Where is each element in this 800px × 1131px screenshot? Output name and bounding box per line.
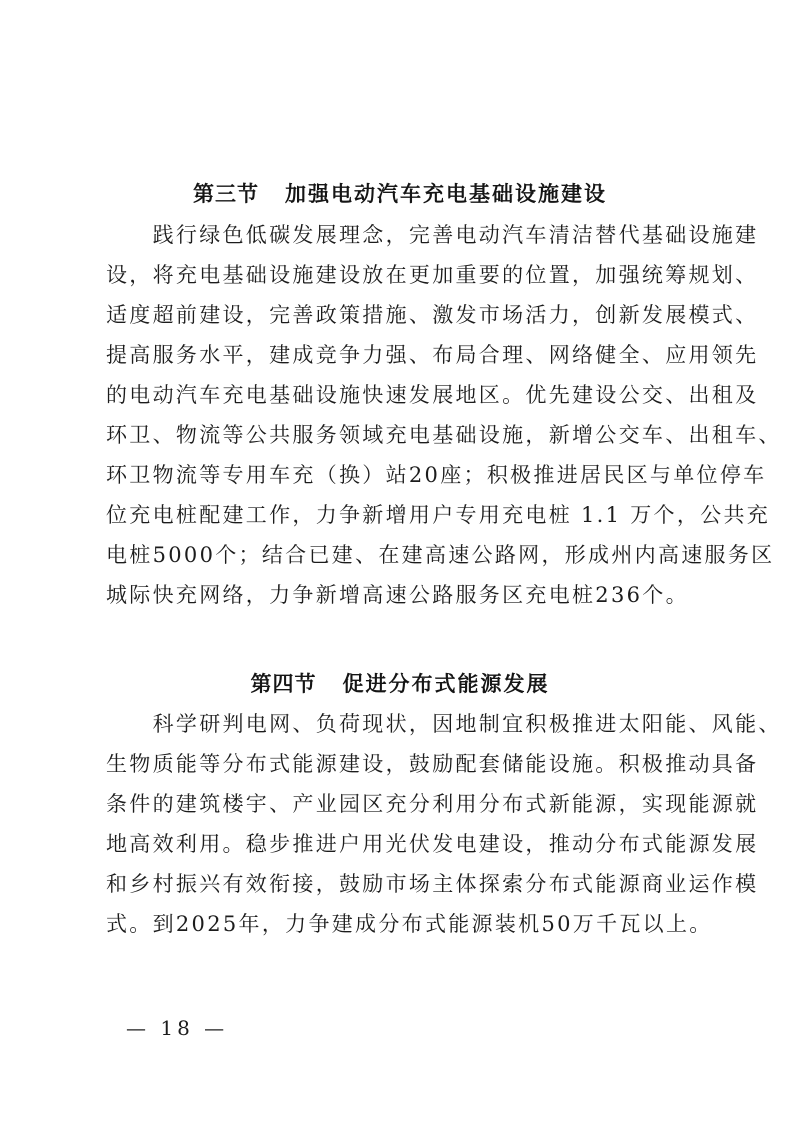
text-line: 位充电桩配建工作，力争新增用户专用充电桩 1.1 万个，公共充 bbox=[106, 503, 771, 527]
text-line: 式。到2025年，力争建成分布式能源装机50万千瓦以上。 bbox=[106, 912, 713, 936]
section-4-paragraph bbox=[106, 704, 782, 944]
text-line: 电桩5000个；结合已建、在建高速公路网，形成州内高速服务区 bbox=[106, 543, 775, 567]
page-number: — 18 — bbox=[126, 1016, 229, 1040]
text-line: 环卫物流等专用车充（换）站20座；积极推进居民区与单位停车 bbox=[106, 463, 767, 487]
section-title: 加强电动汽车充电基础设施建设 bbox=[285, 182, 607, 206]
text-line: 和乡村振兴有效衔接，鼓励市场主体探索分布式能源商业运作模 bbox=[106, 872, 759, 896]
text-line: 适度超前建设，完善政策措施、激发市场活力，创新发展模式、 bbox=[106, 303, 759, 327]
section-heading-3 bbox=[0, 178, 800, 208]
section-3-paragraph bbox=[106, 215, 782, 615]
text-line: 设，将充电基础设施建设放在更加重要的位置，加强统筹规划、 bbox=[106, 263, 759, 287]
text-line: 生物质能等分布式能源建设，鼓励配套储能设施。积极推动具备 bbox=[106, 752, 759, 776]
section-title: 促进分布式能源发展 bbox=[342, 672, 550, 696]
text-line: 提高服务水平，建成竞争力强、布局合理、网络健全、应用领先 bbox=[106, 343, 759, 367]
text-line: 科学研判电网、负荷现状，因地制宜积极推进太阳能、风能、 bbox=[106, 712, 782, 736]
text-line: 环卫、物流等公共服务领域充电基础设施，新增公交车、出租车、 bbox=[106, 423, 782, 447]
text-line: 的电动汽车充电基础设施快速发展地区。优先建设公交、出租及 bbox=[106, 383, 759, 407]
section-number: 第四节 bbox=[250, 672, 317, 696]
text-line: 地高效利用。稳步推进户用光伏发电建设，推动分布式能源发展 bbox=[106, 832, 759, 856]
section-heading-4 bbox=[0, 668, 800, 698]
text-line: 条件的建筑楼宇、产业园区充分利用分布式新能源，实现能源就 bbox=[106, 792, 759, 816]
text-line: 城际快充网络，力争新增高速公路服务区充电桩236个。 bbox=[106, 583, 689, 607]
text-line: 践行绿色低碳发展理念，完善电动汽车清洁替代基础设施建 bbox=[106, 223, 759, 247]
section-number: 第三节 bbox=[193, 182, 259, 206]
